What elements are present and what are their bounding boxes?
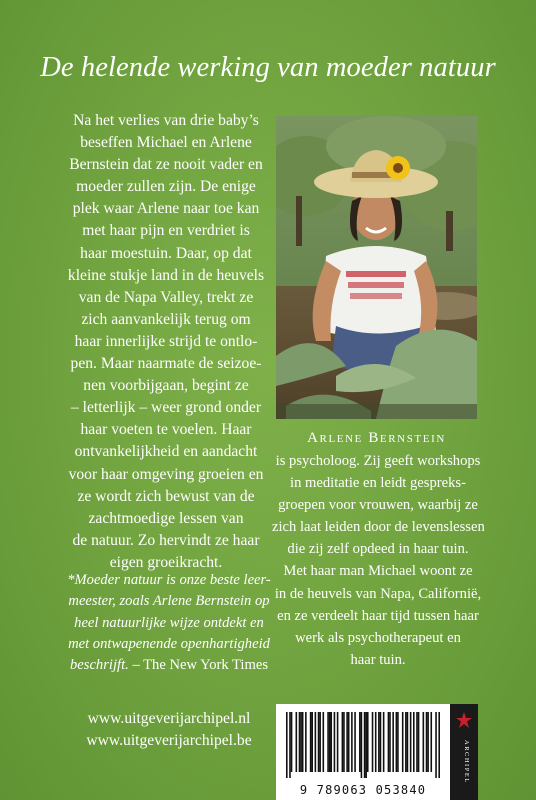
barcode-bar (365, 712, 367, 778)
barcode-bar (383, 712, 385, 772)
barcode-bar (291, 712, 293, 772)
barcode-bar (397, 712, 399, 772)
author-name: Arlene Bernstein (307, 430, 446, 446)
quote-line: *Moeder natuur is onze beste leer- (67, 572, 271, 588)
barcode-bar (343, 712, 345, 772)
barcode-bar (299, 712, 301, 772)
publisher-url-nl[interactable]: www.uitgeverijarchipel.nl (87, 710, 251, 727)
bio-line: en ze verdeelt haar tijd tussen haar (277, 607, 479, 624)
barcode-bar (286, 712, 288, 778)
barcode-bar (418, 712, 420, 772)
quote-last-line (58, 655, 280, 676)
barcode-bar (315, 712, 317, 772)
blurb-line: ontvankelijkheid en aandacht (74, 443, 258, 461)
quote-line: beschrijft. (70, 657, 129, 674)
publisher-logo-text: ARCHIPEL (463, 740, 470, 784)
barcode-bar (296, 712, 298, 772)
barcode-bar (348, 712, 350, 772)
barcode-bar (346, 712, 348, 772)
isbn-barcode (276, 704, 450, 800)
barcode-bar (405, 712, 407, 772)
barcode-bar (361, 712, 363, 778)
bio-line: haar tuin. (350, 651, 406, 668)
blurb-line: zachtmoedige lessen van (88, 509, 244, 527)
blurb-line: voor haar omgeving groeien en (68, 465, 264, 483)
bio-line: is psycholoog. Zij geeft workshops (275, 453, 481, 469)
barcode-bar (438, 712, 440, 778)
barcode-bar (364, 712, 366, 778)
press-quote (58, 570, 280, 676)
blurb-line: plek waar Arlene naar toe kan (72, 200, 260, 218)
bio-line: werk als psychotherapeut en (295, 629, 461, 646)
blurb-line: zich aanvankelijk terug om (81, 310, 251, 328)
author-photo-illustration (276, 116, 477, 419)
blurb-line: haar innerlijke strijd te ontlo- (74, 332, 258, 350)
bio-line: zich laat leiden door de levenslessen (272, 519, 485, 536)
barcode-bar (396, 712, 398, 772)
barcode-bar (330, 712, 332, 772)
bio-line: in meditatie en leidt gespreks- (290, 475, 466, 492)
bio-line: groepen voor vrouwen, waarbij ze (278, 497, 478, 514)
barcode-bar (426, 712, 428, 772)
barcode-bar (410, 712, 412, 772)
barcode-bar (427, 712, 429, 772)
publisher-url-be[interactable]: www.uitgeverijarchipel.be (86, 732, 252, 749)
barcode-bar (334, 712, 336, 772)
blurb-line: eigen groeikracht. (109, 553, 223, 571)
bio-line: in de heuvels van Napa, Californië, (274, 585, 482, 602)
blurb-text (60, 110, 272, 574)
author-bio (272, 450, 484, 671)
blurb-line: haar voeten te voelen. Haar (80, 421, 252, 439)
barcode-bar (423, 712, 425, 772)
barcode-bar (311, 712, 313, 772)
barcode-bar (392, 712, 394, 772)
barcode-bar (372, 712, 374, 772)
blurb-line: kleine stukje land in de heuvels (67, 266, 265, 284)
barcode-bar (435, 712, 437, 778)
barcode-bar (416, 712, 418, 772)
quote-line: heel natuurlijke wijze ontdekt en (74, 614, 264, 631)
barcode-bar (302, 712, 304, 772)
barcode-bar (351, 712, 353, 772)
author-photo (276, 116, 477, 419)
barcode-bar (380, 712, 382, 772)
blurb-line: de natuur. Zo hervindt ze haar (72, 531, 260, 549)
blurb-line: moeder zullen zijn. De enige (76, 178, 256, 196)
barcode-bar (319, 712, 321, 772)
blurb-line: beseffen Michael en Arlene (80, 134, 252, 152)
barcode-bar (323, 712, 325, 772)
barcode-bar (413, 712, 415, 772)
barcode-bar (407, 712, 409, 772)
cover-title: De helende werking van moeder natuur (40, 52, 496, 83)
barcode-bar (300, 712, 302, 772)
barcode-bar (367, 712, 369, 772)
barcode-bar (327, 712, 329, 772)
barcode-bar (359, 712, 361, 772)
blurb-line: ze wordt zich bewust van de (77, 487, 255, 505)
blurb-line: pen. Maar naarmate de seizoe- (70, 355, 262, 373)
blurb-line: nen voorbijgaan, begint ze (83, 377, 249, 395)
publisher-urls (58, 708, 280, 752)
barcode-bar (329, 712, 331, 772)
publisher-logo (450, 704, 478, 800)
barcode-bar (318, 712, 320, 772)
isbn-number: 9 789063 053840 (299, 783, 427, 797)
barcode-bar (289, 712, 291, 778)
barcode-bar (337, 712, 339, 772)
barcode-bar (375, 712, 377, 772)
barcode-bar (378, 712, 380, 772)
quote-source: – The New York Times (132, 657, 268, 674)
barcode-bar (305, 712, 307, 772)
barcode-bar (389, 712, 391, 772)
barcode-bar (430, 712, 432, 772)
quote-line: meester, zoals Arlene Bernstein op (68, 593, 270, 610)
barcode-bar (388, 712, 390, 772)
bio-line: Met haar man Michael woont ze (283, 563, 473, 580)
barcode-bar (354, 712, 356, 772)
blurb-line: Na het verlies van drie baby’s (73, 112, 259, 129)
bio-line: die zij zelf opdeed in haar tuin. (287, 541, 469, 558)
barcode-bars (286, 712, 440, 778)
quote-line: met ontwapenende openhartigheid (68, 635, 270, 652)
star-icon (456, 712, 472, 728)
barcode-bar (402, 712, 404, 772)
blurb-line: met haar pijn en verdriet is (82, 222, 250, 240)
barcode-bar (342, 712, 344, 772)
blurb-line: Bernstein dat ze nooit vader en (69, 156, 263, 174)
barcode-bar (310, 712, 312, 772)
blurb-line: haar moestuin. Daar, op dat (80, 244, 252, 262)
blurb-line: – letterlijk – weer grond onder (70, 399, 262, 417)
blurb-line: van de Napa Valley, trekt ze (78, 288, 254, 306)
